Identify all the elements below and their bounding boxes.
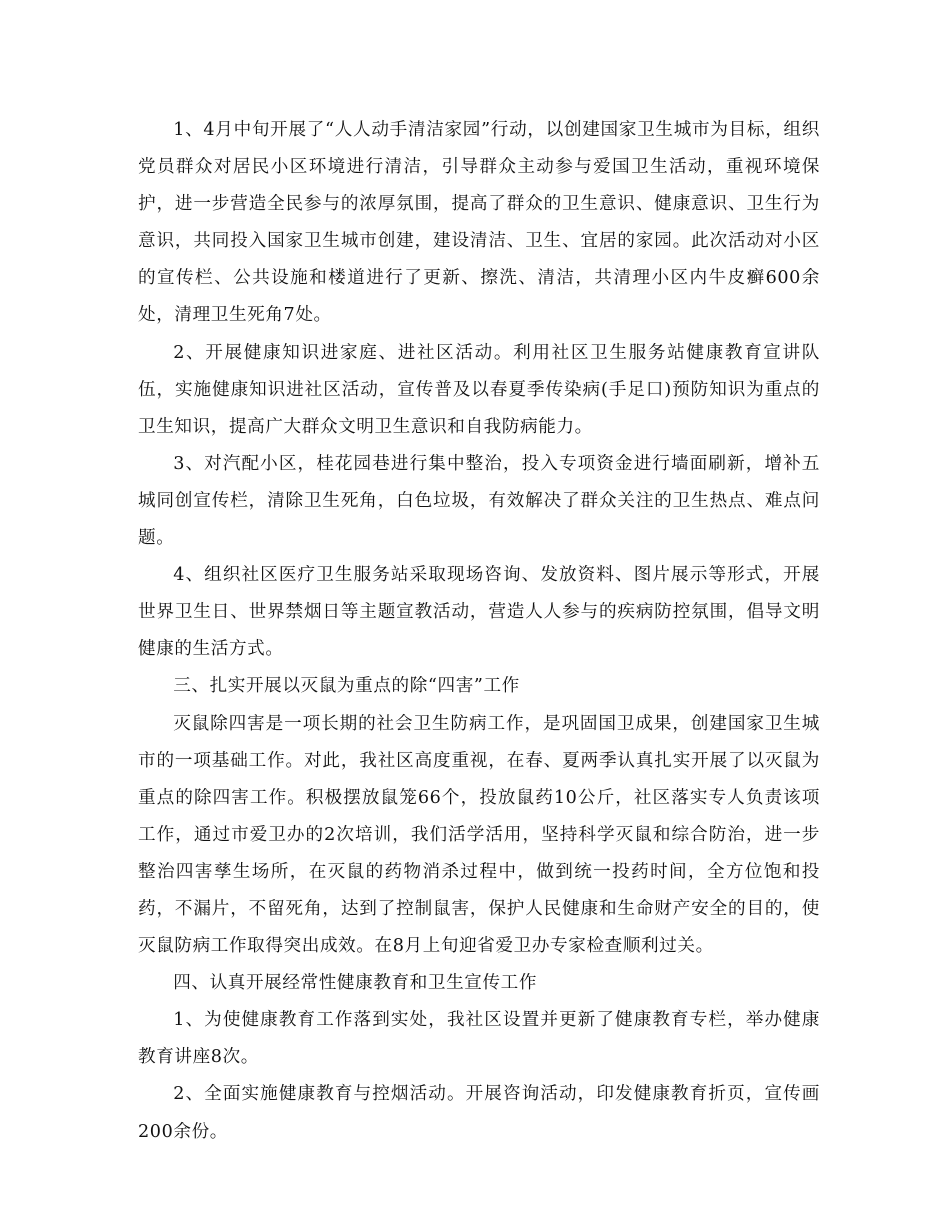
document-body bbox=[138, 112, 820, 1151]
section-heading-3: 三、扎实开展以灭鼠为重点的除“四害”工作 bbox=[173, 676, 520, 697]
paragraph-activity-1: 1、4月中旬开展了“人人动手清洁家园”行动，以创建国家卫生城市为目标，组织党员群众对居民小区环境进行清洁，引导群众主动参与爱国卫生活动，重视环境保护，进一步营造全民参与的浓厚氛围，提高了群众的卫生意识、健康意识、卫生行为意识，共同投入国家卫生城市创建，建设清洁、卫生、宜居的家园。此次活动对小区的宣传栏、公共设施和楼道进行了更新、擦洗、清洁，共清理小区内牛皮癣600余处，清理卫生死角7处。 bbox=[138, 120, 820, 326]
paragraph-rodent-control: 灭鼠除四害是一项长期的社会卫生防病工作，是巩固国卫成果，创建国家卫生城市的一项基础工作。对此，我社区高度重视，在春、夏两季认真扎实开展了以灭鼠为重点的除四害工作。积极摆放鼠笼66个，投放鼠药10公斤，社区落实专人负责该项工作，通过市爱卫办的2次培训，我们活学活用，坚持科学灭鼠和综合防治，进一步整治四害孳生场所，在灭鼠的药物消杀过程中，做到统一投药时间，全方位饱和投药，不漏片，不留死角，达到了控制鼠害，保护人民健康和生命财产安全的目的，使灭鼠防病工作取得突出成效。在8月上旬迎省爱卫办专家检查顺利过关。 bbox=[138, 713, 820, 957]
paragraph-activity-2: 2、开展健康知识进家庭、进社区活动。利用社区卫生服务站健康教育宣讲队伍，实施健康知识进社区活动，宣传普及以春夏季传染病(手足口)预防知识为重点的卫生知识，提高广大群众文明卫生意识和自我防病能力。 bbox=[138, 342, 820, 437]
paragraph-activity-4: 4、组织社区医疗卫生服务站采取现场咨询、发放资料、图片展示等形式，开展世界卫生日、世界禁烟日等主题宣教活动，营造人人参与的疾病防控氛围，倡导文明健康的生活方式。 bbox=[138, 565, 820, 660]
paragraph-education-2: 2、全面实施健康教育与控烟活动。开展咨询活动，印发健康教育折页，宣传画200余份。 bbox=[138, 1084, 820, 1142]
paragraph-education-1: 1、为使健康教育工作落到实处，我社区设置并更新了健康教育专栏，举办健康教育讲座8次。 bbox=[138, 1010, 820, 1068]
section-heading-4: 四、认真开展经常性健康教育和卫生宣传工作 bbox=[173, 973, 538, 994]
paragraph-activity-3: 3、对汽配小区，桂花园巷进行集中整治，投入专项资金进行墙面刷新，增补五城同创宣传栏，清除卫生死角，白色垃圾，有效解决了群众关注的卫生热点、难点问题。 bbox=[138, 453, 820, 549]
